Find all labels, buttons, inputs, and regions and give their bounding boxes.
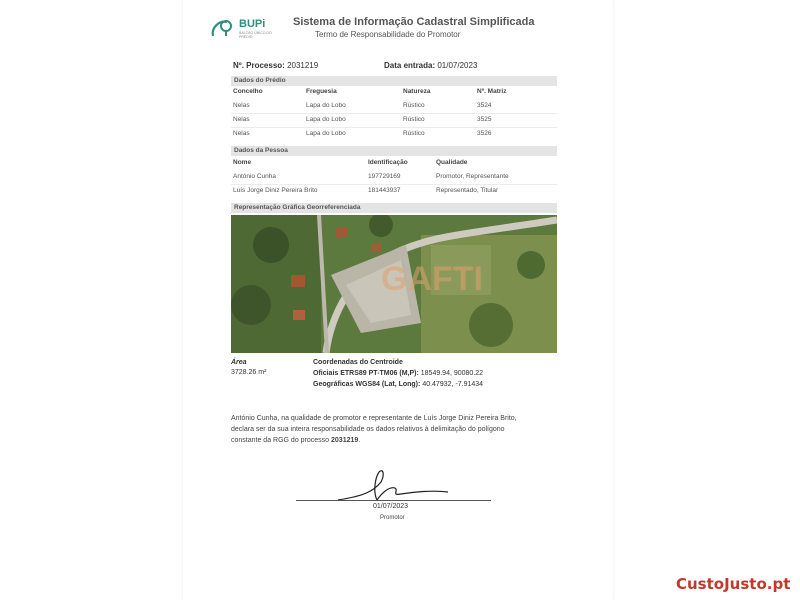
coords-geo-label: Geográficas WGS84 (Lat, Long): — [313, 381, 421, 388]
signature-role: Promotor — [380, 515, 405, 521]
entry-date — [384, 61, 477, 70]
document-subtitle: Termo de Responsabilidade do Promotor — [315, 30, 461, 39]
coords-geo-value: 40.47932, -7.91434 — [422, 381, 484, 388]
table-row — [231, 100, 557, 112]
table-row — [231, 128, 557, 140]
section-map-header: Representação Gráfica Georreferenciada — [231, 203, 557, 213]
cell-natureza: Rústico — [403, 130, 425, 137]
cell-qualidade: Promotor, Representante — [436, 173, 509, 180]
signature-line — [296, 500, 491, 501]
col-concelho: Concelho — [233, 88, 263, 95]
cell-matriz: 3525 — [477, 116, 492, 123]
document-title: Sistema de Informação Cadastral Simplificada — [293, 16, 535, 28]
cell-identificacao: 197729169 — [368, 173, 401, 180]
cell-freguesia: Lapa do Lobo — [306, 102, 346, 109]
section-predio-header: Dados do Prédio — [231, 76, 557, 86]
area-value: 3728.26 m² — [231, 369, 267, 376]
section-pessoa-header: Dados da Pessoa — [231, 146, 557, 156]
handwritten-signature — [333, 462, 453, 508]
entry-date-value: 01/07/2023 — [437, 61, 478, 70]
coords-geo — [313, 381, 483, 388]
cell-natureza: Rústico — [403, 102, 425, 109]
cell-nome: António Cunha — [233, 173, 277, 180]
coords-oficiais — [313, 370, 483, 377]
table-row — [231, 171, 557, 183]
cell-qualidade: Representado, Titular — [436, 187, 499, 194]
predio-table-header — [231, 86, 557, 98]
process-number-label: Nº. Processo: — [233, 61, 285, 70]
document-page — [183, 0, 613, 600]
map-watermark: GAFTI — [381, 260, 483, 298]
col-identificacao: Identificação — [368, 159, 408, 166]
declaration-text — [231, 413, 551, 446]
col-freguesia: Freguesia — [306, 88, 337, 95]
process-number — [233, 61, 318, 70]
site-watermark: CustoJusto.pt — [676, 575, 791, 593]
cell-matriz: 3524 — [477, 102, 492, 109]
col-natureza: Natureza — [403, 88, 431, 95]
bupi-logo-icon — [209, 16, 237, 40]
cell-natureza: Rústico — [403, 116, 425, 123]
table-row — [231, 185, 557, 197]
cell-concelho: Nelas — [233, 130, 250, 137]
logo-subtext: BALCÃO ÚNICO DO PRÉDIO — [239, 31, 272, 39]
coords-oficiais-label: Oficiais ETRS89 PT-TM06 (M,P): — [313, 370, 419, 377]
area-label: Área — [231, 359, 247, 366]
aerial-map-image — [231, 215, 557, 353]
logo-text: BUPi — [239, 18, 266, 30]
col-matriz: Nº. Matriz — [477, 88, 507, 95]
cell-matriz: 3526 — [477, 130, 492, 137]
col-qualidade: Qualidade — [436, 159, 468, 166]
coords-oficiais-value: 18549.94, 90080.22 — [420, 370, 484, 377]
cell-nome: Luís Jorge Diniz Pereira Brito — [233, 187, 318, 194]
declaration-line: constante da RGG do processo 2031219. — [231, 437, 361, 444]
declaration-line: António Cunha, na qualidade de promotor e representante de Luís Jorge Diniz Pereira Brito, — [231, 415, 517, 422]
cell-freguesia: Lapa do Lobo — [306, 116, 346, 123]
coords-title: Coordenadas do Centroide — [313, 359, 403, 366]
pessoa-table-header — [231, 157, 557, 169]
table-row — [231, 114, 557, 126]
process-number-value: 2031219 — [287, 61, 319, 70]
cell-identificacao: 181443937 — [368, 187, 401, 194]
col-nome: Nome — [233, 159, 252, 166]
declaration-line: declara ser da sua inteira responsabilidade os dados relativos à delimitação do polígono — [231, 426, 505, 433]
cell-freguesia: Lapa do Lobo — [306, 130, 346, 137]
cell-concelho: Nelas — [233, 102, 250, 109]
entry-date-label: Data entrada: — [384, 61, 436, 70]
declaration-process-number: 2031219 — [331, 437, 359, 444]
signature-date: 01/07/2023 — [373, 503, 409, 510]
cell-concelho: Nelas — [233, 116, 250, 123]
